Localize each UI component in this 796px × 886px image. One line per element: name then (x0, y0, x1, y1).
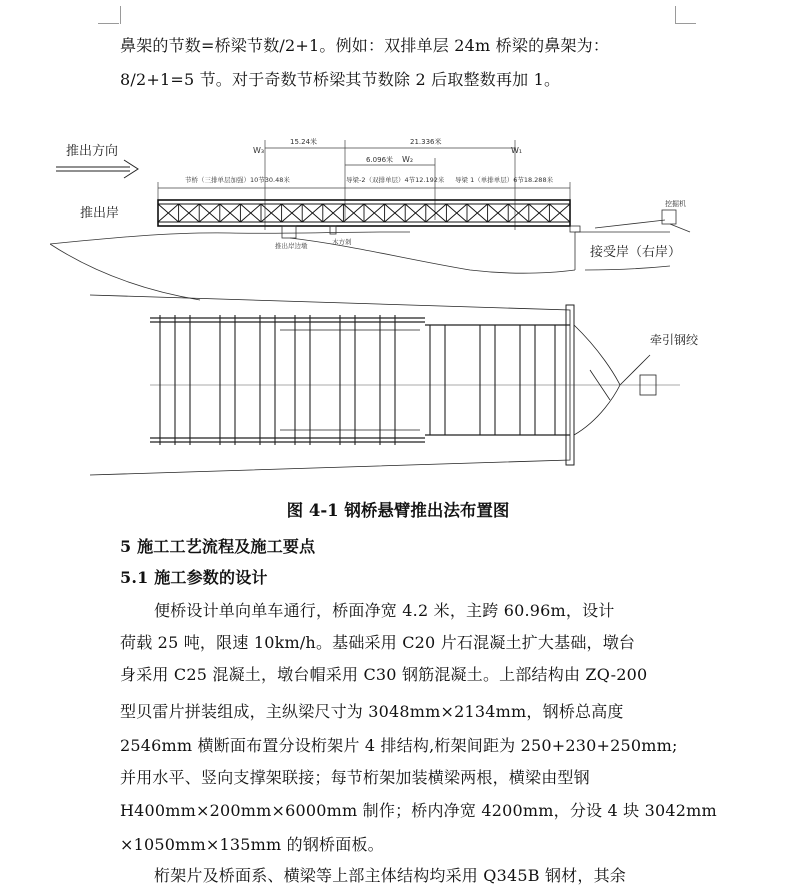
plan-view (90, 295, 680, 475)
dim-6-label: 6.096米 (366, 156, 394, 164)
receive-bank-label: 接受岸（右岸） (590, 245, 682, 260)
para-line-6: 并用水平、竖向支撑架联接；每节桁架加装横梁两根，横梁由型钢 (120, 768, 590, 787)
dim-15-label: 15.24米 (290, 138, 318, 146)
wood-pier-label: 木方剁 (332, 238, 352, 246)
para-line-7: H400mm×200mm×6000mm 制作；桥内净宽 4200mm，分设 4 块 3042mm (120, 801, 717, 820)
para-line-2: 荷载 25 吨，限速 10km/h。基础采用 C20 片石混凝土扩大基础，墩台 (120, 633, 636, 652)
push-bank-label: 推出岸 (80, 206, 120, 221)
seg-nose2-label: 导梁-2（双排单层）4节12.192米 (346, 176, 445, 184)
margin-mark-top-left (118, 6, 121, 24)
w3-label: W₃ (253, 146, 265, 155)
para-line-3: 身采用 C25 混凝土，墩台帽采用 C30 钢筋混凝土。上部结构由 ZQ-200 (120, 665, 648, 684)
push-arrow (56, 160, 138, 178)
winch-label: 挖掘机 (665, 200, 686, 208)
push-direction-label: 推出方向 (66, 144, 119, 159)
margin-mark-top-right (675, 6, 677, 24)
para-line-4: 型贝雷片拼装组成，主纵梁尺寸为 3048mm×2134mm，钢桥总高度 (120, 702, 624, 721)
intro-line-2: 8/2+1=5 节。对于奇数节桥梁其节数除 2 后取整数再加 1。 (120, 70, 561, 89)
w1-label: W₁ (511, 146, 523, 155)
bridge-launching-figure (50, 120, 710, 490)
figure-caption: 图 4-1 钢桥悬臂推出法布置图 (286, 501, 510, 520)
para-line-1: 便桥设计单向单车通行，桥面净宽 4.2 米，主跨 60.96m，设计 (154, 601, 615, 620)
intro-line-1: 鼻架的节数=桥梁节数/2+1。例如：双排单层 24m 桥梁的鼻架为： (120, 36, 610, 55)
margin-mark-top-right-h (675, 23, 696, 25)
cable-label: 牵引钢绞 (650, 333, 699, 347)
seg-main-label: 节桥（三排单层加强）10节30.48米 (185, 176, 290, 184)
para-line-8: ×1050mm×135mm 的钢桥面板。 (120, 835, 384, 854)
plan-cross-beams (160, 315, 555, 445)
margin-mark-top-left-h (98, 23, 119, 25)
section-5-1-heading: 5.1 施工参数的设计 (120, 568, 268, 587)
w2-label: W₂ (402, 155, 414, 164)
truss-diagonals (158, 204, 570, 222)
para-line-9: 桁架片及桥面系、横梁等上部主体结构均采用 Q345B 钢材，其余 (154, 866, 626, 885)
seg-nose1-label: 导梁 1（单排单层）6节18.288米 (455, 176, 554, 184)
dim-21-label: 21.336米 (410, 138, 442, 146)
section-5-heading: 5 施工工艺流程及施工要点 (120, 537, 316, 556)
para-line-5: 2546mm 横断面布置分设桁架片 4 排结构,桁架间距为 250+230+250mm; (120, 736, 678, 755)
abutment-label: 推出岸边墩 (275, 242, 308, 250)
